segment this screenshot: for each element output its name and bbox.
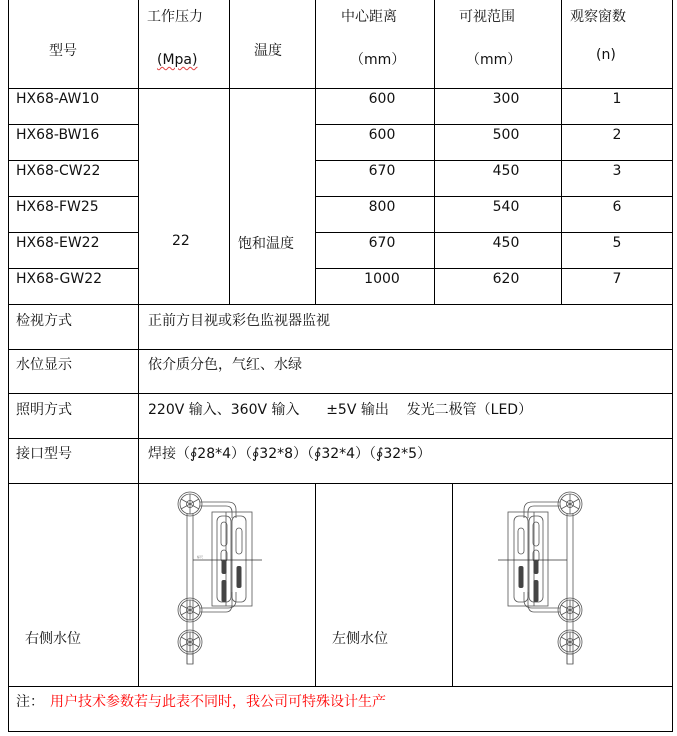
- visible-range: 450: [492, 235, 520, 251]
- spec-value: 220V 输入、360V 输入 ±5V 输出 发光二极管（LED）: [148, 402, 533, 418]
- center-distance: 600: [368, 127, 396, 143]
- pressure-merged-cell: [138, 88, 230, 305]
- right-side-gauge-diagram: [170, 484, 280, 684]
- left-side-level-label: 左侧水位: [332, 631, 388, 647]
- model: HX68-EW22: [16, 235, 100, 251]
- model: HX68-BW16: [16, 127, 100, 143]
- window-count: 5: [612, 235, 622, 251]
- header-window-count-unit: (n): [596, 47, 616, 63]
- center-distance: 800: [368, 199, 396, 215]
- visible-range: 300: [492, 91, 520, 107]
- center-distance: 1000: [364, 271, 400, 287]
- header-window-count: 观察窗数: [570, 9, 626, 25]
- model: HX68-CW22: [16, 163, 101, 179]
- temperature-value: 饱和温度: [238, 236, 294, 252]
- spec-value: 正前方目视或彩色监视器监视: [148, 313, 330, 329]
- spec-label: 检视方式: [16, 313, 72, 329]
- header-visible-range: 可视范围: [459, 9, 515, 25]
- window-count: 7: [612, 271, 622, 287]
- center-distance: 600: [368, 91, 396, 107]
- header-center-distance-unit: （mm）: [350, 52, 406, 68]
- header-temperature: 温度: [254, 43, 282, 59]
- center-distance: 670: [368, 235, 396, 251]
- right-label-cell: [8, 483, 139, 687]
- window-count: 2: [612, 127, 622, 143]
- visible-range: 620: [492, 271, 520, 287]
- header-model: 型号: [49, 43, 77, 59]
- spec-label: 水位显示: [16, 357, 72, 373]
- svg-text:标尺: 标尺: [197, 555, 204, 559]
- header-pressure: 工作压力: [147, 9, 203, 25]
- model: HX68-GW22: [16, 271, 103, 287]
- note-prefix: 注：: [16, 694, 44, 710]
- window-count: 6: [612, 199, 622, 215]
- window-count: 3: [612, 163, 622, 179]
- visible-range: 540: [492, 199, 520, 215]
- header-center-distance: 中心距离: [341, 9, 397, 25]
- note-text: 用户技术参数若与此表不同时，我公司可特殊设计生产: [50, 694, 386, 710]
- center-distance: 670: [368, 163, 396, 179]
- header-pressure-unit: (Mpa): [157, 52, 198, 68]
- spec-value: 依介质分色，气红、水绿: [148, 357, 302, 373]
- visible-range: 450: [492, 163, 520, 179]
- visible-range: 500: [492, 127, 520, 143]
- left-label-cell: [315, 483, 453, 687]
- pressure-value: 22: [172, 233, 190, 249]
- right-side-level-label: 右侧水位: [25, 631, 81, 647]
- spec-label: 照明方式: [16, 402, 72, 418]
- spec-value: 焊接（∮28*4）（∮32*8）（∮32*4）（∮32*5）: [148, 446, 432, 462]
- model: HX68-AW10: [16, 91, 100, 107]
- header-visible-range-unit: （mm）: [466, 52, 522, 68]
- left-side-gauge-diagram: [480, 484, 590, 684]
- spec-label: 接口型号: [16, 446, 72, 462]
- window-count: 1: [612, 91, 622, 107]
- model: HX68-FW25: [16, 199, 99, 215]
- temperature-merged-cell: [229, 88, 316, 305]
